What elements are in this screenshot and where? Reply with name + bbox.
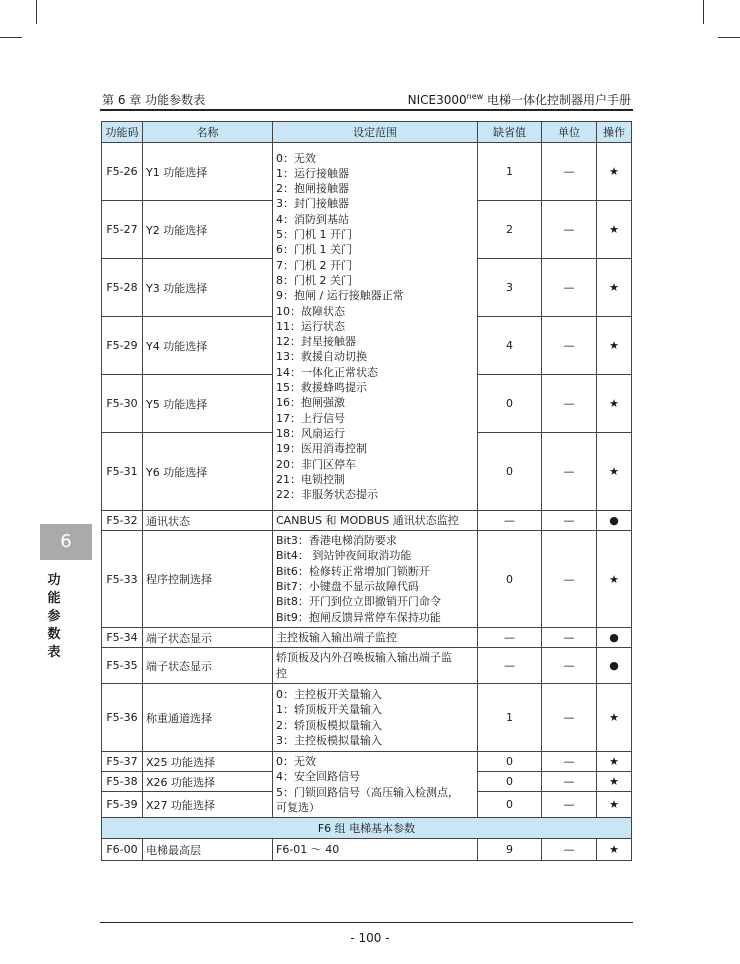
param-name: Y3 功能选择 bbox=[143, 259, 273, 317]
param-op: ● bbox=[597, 648, 632, 684]
param-unit: — bbox=[542, 511, 597, 531]
param-default: 4 bbox=[478, 317, 542, 375]
range-line: 11：运行状态 bbox=[276, 319, 345, 333]
crop-mark bbox=[718, 37, 740, 38]
param-code: F5-27 bbox=[102, 201, 143, 259]
param-code: F5-35 bbox=[102, 648, 143, 684]
range-line: Bit8：开门到位立即撤销开门命令 bbox=[276, 595, 441, 609]
param-range: 主控板输入输出端子监控 bbox=[273, 628, 478, 648]
range-line: 5：门机 1 开门 bbox=[276, 228, 352, 242]
range-line: 12：封星接触器 bbox=[276, 335, 356, 349]
page-header bbox=[100, 89, 633, 109]
param-range bbox=[273, 531, 478, 628]
range-line: Bit4： 到站钟夜间取消功能 bbox=[276, 549, 412, 563]
range-line: 8：门机 2 关门 bbox=[276, 273, 352, 287]
param-range-y bbox=[273, 143, 478, 511]
range-line: Bit7：小键盘不显示故障代码 bbox=[276, 580, 419, 593]
range-line: Bit9：抱闸反馈异常停车保持功能 bbox=[276, 610, 441, 624]
range-line: 轿顶板及内外召唤板输入输出端子监 bbox=[276, 651, 452, 665]
param-range bbox=[273, 648, 478, 684]
param-op: ★ bbox=[597, 531, 632, 628]
page-number: - 100 - bbox=[350, 931, 390, 945]
param-op: ★ bbox=[597, 259, 632, 317]
table-row bbox=[102, 684, 632, 752]
param-name: 端子状态显示 bbox=[143, 648, 273, 684]
param-unit: — bbox=[542, 317, 597, 375]
param-unit: — bbox=[542, 792, 597, 818]
range-line: 3：封门接触器 bbox=[276, 197, 349, 211]
param-op: ★ bbox=[597, 772, 632, 792]
range-line: 0：无效 bbox=[276, 151, 316, 165]
param-default: 9 bbox=[478, 839, 542, 861]
range-line: 4：消防到基站 bbox=[276, 212, 349, 226]
col-header-range: 设定范围 bbox=[273, 122, 478, 143]
param-op: ★ bbox=[597, 143, 632, 201]
param-range-x bbox=[273, 752, 478, 818]
range-line: 19：医用消毒控制 bbox=[276, 442, 367, 456]
param-op: ★ bbox=[597, 433, 632, 511]
col-header-code: 功能码 bbox=[102, 122, 143, 143]
param-name: X27 功能选择 bbox=[143, 792, 273, 818]
range-line: 18：风扇运行 bbox=[276, 426, 345, 440]
range-line: 16：抱闸强激 bbox=[276, 396, 345, 410]
table-row bbox=[102, 628, 632, 648]
chapter-title: 第 6 章 功能参数表 bbox=[102, 93, 206, 107]
param-code: F5-31 bbox=[102, 433, 143, 511]
group-title: F6 组 电梯基本参数 bbox=[102, 818, 632, 839]
param-op: ● bbox=[597, 511, 632, 531]
param-name: 电梯最高层 bbox=[143, 839, 273, 861]
range-line: 5：门锁回路信号（高压输入检测点， bbox=[276, 785, 459, 799]
table-row bbox=[102, 531, 632, 628]
range-line: 2：轿顶板模拟量输入 bbox=[276, 718, 382, 732]
param-default: 3 bbox=[478, 259, 542, 317]
param-default: 0 bbox=[478, 375, 542, 433]
param-op: ★ bbox=[597, 684, 632, 752]
param-op: ★ bbox=[597, 201, 632, 259]
range-line: Bit6：检修转正常增加门锁断开 bbox=[276, 564, 430, 578]
param-code: F5-33 bbox=[102, 531, 143, 628]
param-range: CANBUS 和 MODBUS 通讯状态监控 bbox=[273, 511, 478, 531]
param-unit: — bbox=[542, 648, 597, 684]
range-line: 20：非门区停车 bbox=[276, 457, 356, 471]
range-line: 4：安全回路信号 bbox=[276, 770, 360, 784]
table-row bbox=[102, 143, 632, 201]
range-line: 6：门机 1 关门 bbox=[276, 243, 352, 257]
crop-mark bbox=[36, 0, 37, 24]
param-default: 0 bbox=[478, 772, 542, 792]
param-code: F5-34 bbox=[102, 628, 143, 648]
param-name: 端子状态显示 bbox=[143, 628, 273, 648]
range-line: Bit3：香港电梯消防要求 bbox=[276, 534, 397, 548]
range-line: 控 bbox=[276, 666, 287, 680]
param-unit: — bbox=[542, 752, 597, 772]
range-line: 17：上行信号 bbox=[276, 411, 345, 425]
param-default: 0 bbox=[478, 531, 542, 628]
manual-title: $NICE3000^{new}$ 电梯一体化控制器用户手册 bbox=[407, 92, 631, 107]
param-name: X25 功能选择 bbox=[143, 752, 273, 772]
param-default: 2 bbox=[478, 201, 542, 259]
param-code: F5-36 bbox=[102, 684, 143, 752]
param-unit: — bbox=[542, 433, 597, 511]
crop-mark bbox=[703, 0, 704, 24]
range-line: 21：电锁控制 bbox=[276, 472, 345, 486]
col-header-name: 名称 bbox=[143, 122, 273, 143]
param-code: F5-28 bbox=[102, 259, 143, 317]
param-unit: — bbox=[542, 684, 597, 752]
param-code: F5-26 bbox=[102, 143, 143, 201]
range-line: 14：一体化正常状态 bbox=[276, 365, 378, 379]
param-op: ★ bbox=[597, 317, 632, 375]
param-unit: — bbox=[542, 628, 597, 648]
table-row bbox=[102, 511, 632, 531]
table-row bbox=[102, 839, 632, 861]
param-unit: — bbox=[542, 531, 597, 628]
param-op: ★ bbox=[597, 839, 632, 861]
param-default: — bbox=[478, 648, 542, 684]
param-code: F5-39 bbox=[102, 792, 143, 818]
param-op: ★ bbox=[597, 375, 632, 433]
range-line: 2：抱闸接触器 bbox=[276, 182, 349, 196]
table-row bbox=[102, 648, 632, 684]
param-default: 0 bbox=[478, 752, 542, 772]
param-name: Y5 功能选择 bbox=[143, 375, 273, 433]
header-rule bbox=[100, 109, 633, 111]
range-line: 3：主控板模拟量输入 bbox=[276, 733, 382, 747]
param-code: F6-00 bbox=[102, 839, 143, 861]
param-name: Y1 功能选择 bbox=[143, 143, 273, 201]
range-line: 22：非服务状态提示 bbox=[276, 488, 378, 502]
table-header-row bbox=[102, 122, 632, 143]
param-code: F5-29 bbox=[102, 317, 143, 375]
param-range bbox=[273, 684, 478, 752]
param-default: 0 bbox=[478, 792, 542, 818]
footer-rule bbox=[100, 922, 633, 923]
param-unit: — bbox=[542, 259, 597, 317]
param-op: ★ bbox=[597, 792, 632, 818]
param-name: 程序控制选择 bbox=[143, 531, 273, 628]
param-name: Y6 功能选择 bbox=[143, 433, 273, 511]
range-line: 10：故障状态 bbox=[276, 304, 345, 318]
param-default: 1 bbox=[478, 143, 542, 201]
col-header-unit: 单位 bbox=[542, 122, 597, 143]
param-unit: — bbox=[542, 839, 597, 861]
range-line: 7：门机 2 开门 bbox=[276, 258, 352, 272]
range-line: 9：抱闸 / 运行接触器正常 bbox=[276, 289, 404, 303]
param-unit: — bbox=[542, 375, 597, 433]
param-code: F5-38 bbox=[102, 772, 143, 792]
range-line: 15：救援蜂鸣提示 bbox=[276, 381, 367, 395]
range-line: 13：救援自动切换 bbox=[276, 350, 367, 364]
param-op: ★ bbox=[597, 752, 632, 772]
param-default: — bbox=[478, 628, 542, 648]
param-name: X26 功能选择 bbox=[143, 772, 273, 792]
param-name: 称重通道选择 bbox=[143, 684, 273, 752]
param-unit: — bbox=[542, 772, 597, 792]
param-name: Y4 功能选择 bbox=[143, 317, 273, 375]
param-default: 1 bbox=[478, 684, 542, 752]
parameter-table bbox=[101, 121, 632, 861]
param-default: — bbox=[478, 511, 542, 531]
param-name: Y2 功能选择 bbox=[143, 201, 273, 259]
param-code: F5-32 bbox=[102, 511, 143, 531]
range-line: 0：主控板开关量输入 bbox=[276, 687, 382, 701]
param-range: F6-01 ～ 40 bbox=[273, 839, 478, 861]
param-name: 通讯状态 bbox=[143, 511, 273, 531]
group-header-row bbox=[102, 818, 632, 839]
param-code: F5-30 bbox=[102, 375, 143, 433]
param-op: ● bbox=[597, 628, 632, 648]
col-header-default: 缺省值 bbox=[478, 122, 542, 143]
table-row bbox=[102, 752, 632, 772]
chapter-tab-label: 功 能 参 数 表 bbox=[47, 573, 61, 660]
range-line: 可复选） bbox=[276, 800, 320, 814]
param-code: F5-37 bbox=[102, 752, 143, 772]
param-unit: — bbox=[542, 143, 597, 201]
col-header-op: 操作 bbox=[597, 122, 632, 143]
crop-mark bbox=[0, 37, 22, 38]
chapter-tab: 6 bbox=[40, 524, 92, 560]
param-unit: — bbox=[542, 201, 597, 259]
param-default: 0 bbox=[478, 433, 542, 511]
range-line: 1：运行接触器 bbox=[276, 166, 349, 180]
range-line: 1：轿顶板开关量输入 bbox=[276, 703, 382, 717]
range-line: 0：无效 bbox=[276, 754, 316, 768]
